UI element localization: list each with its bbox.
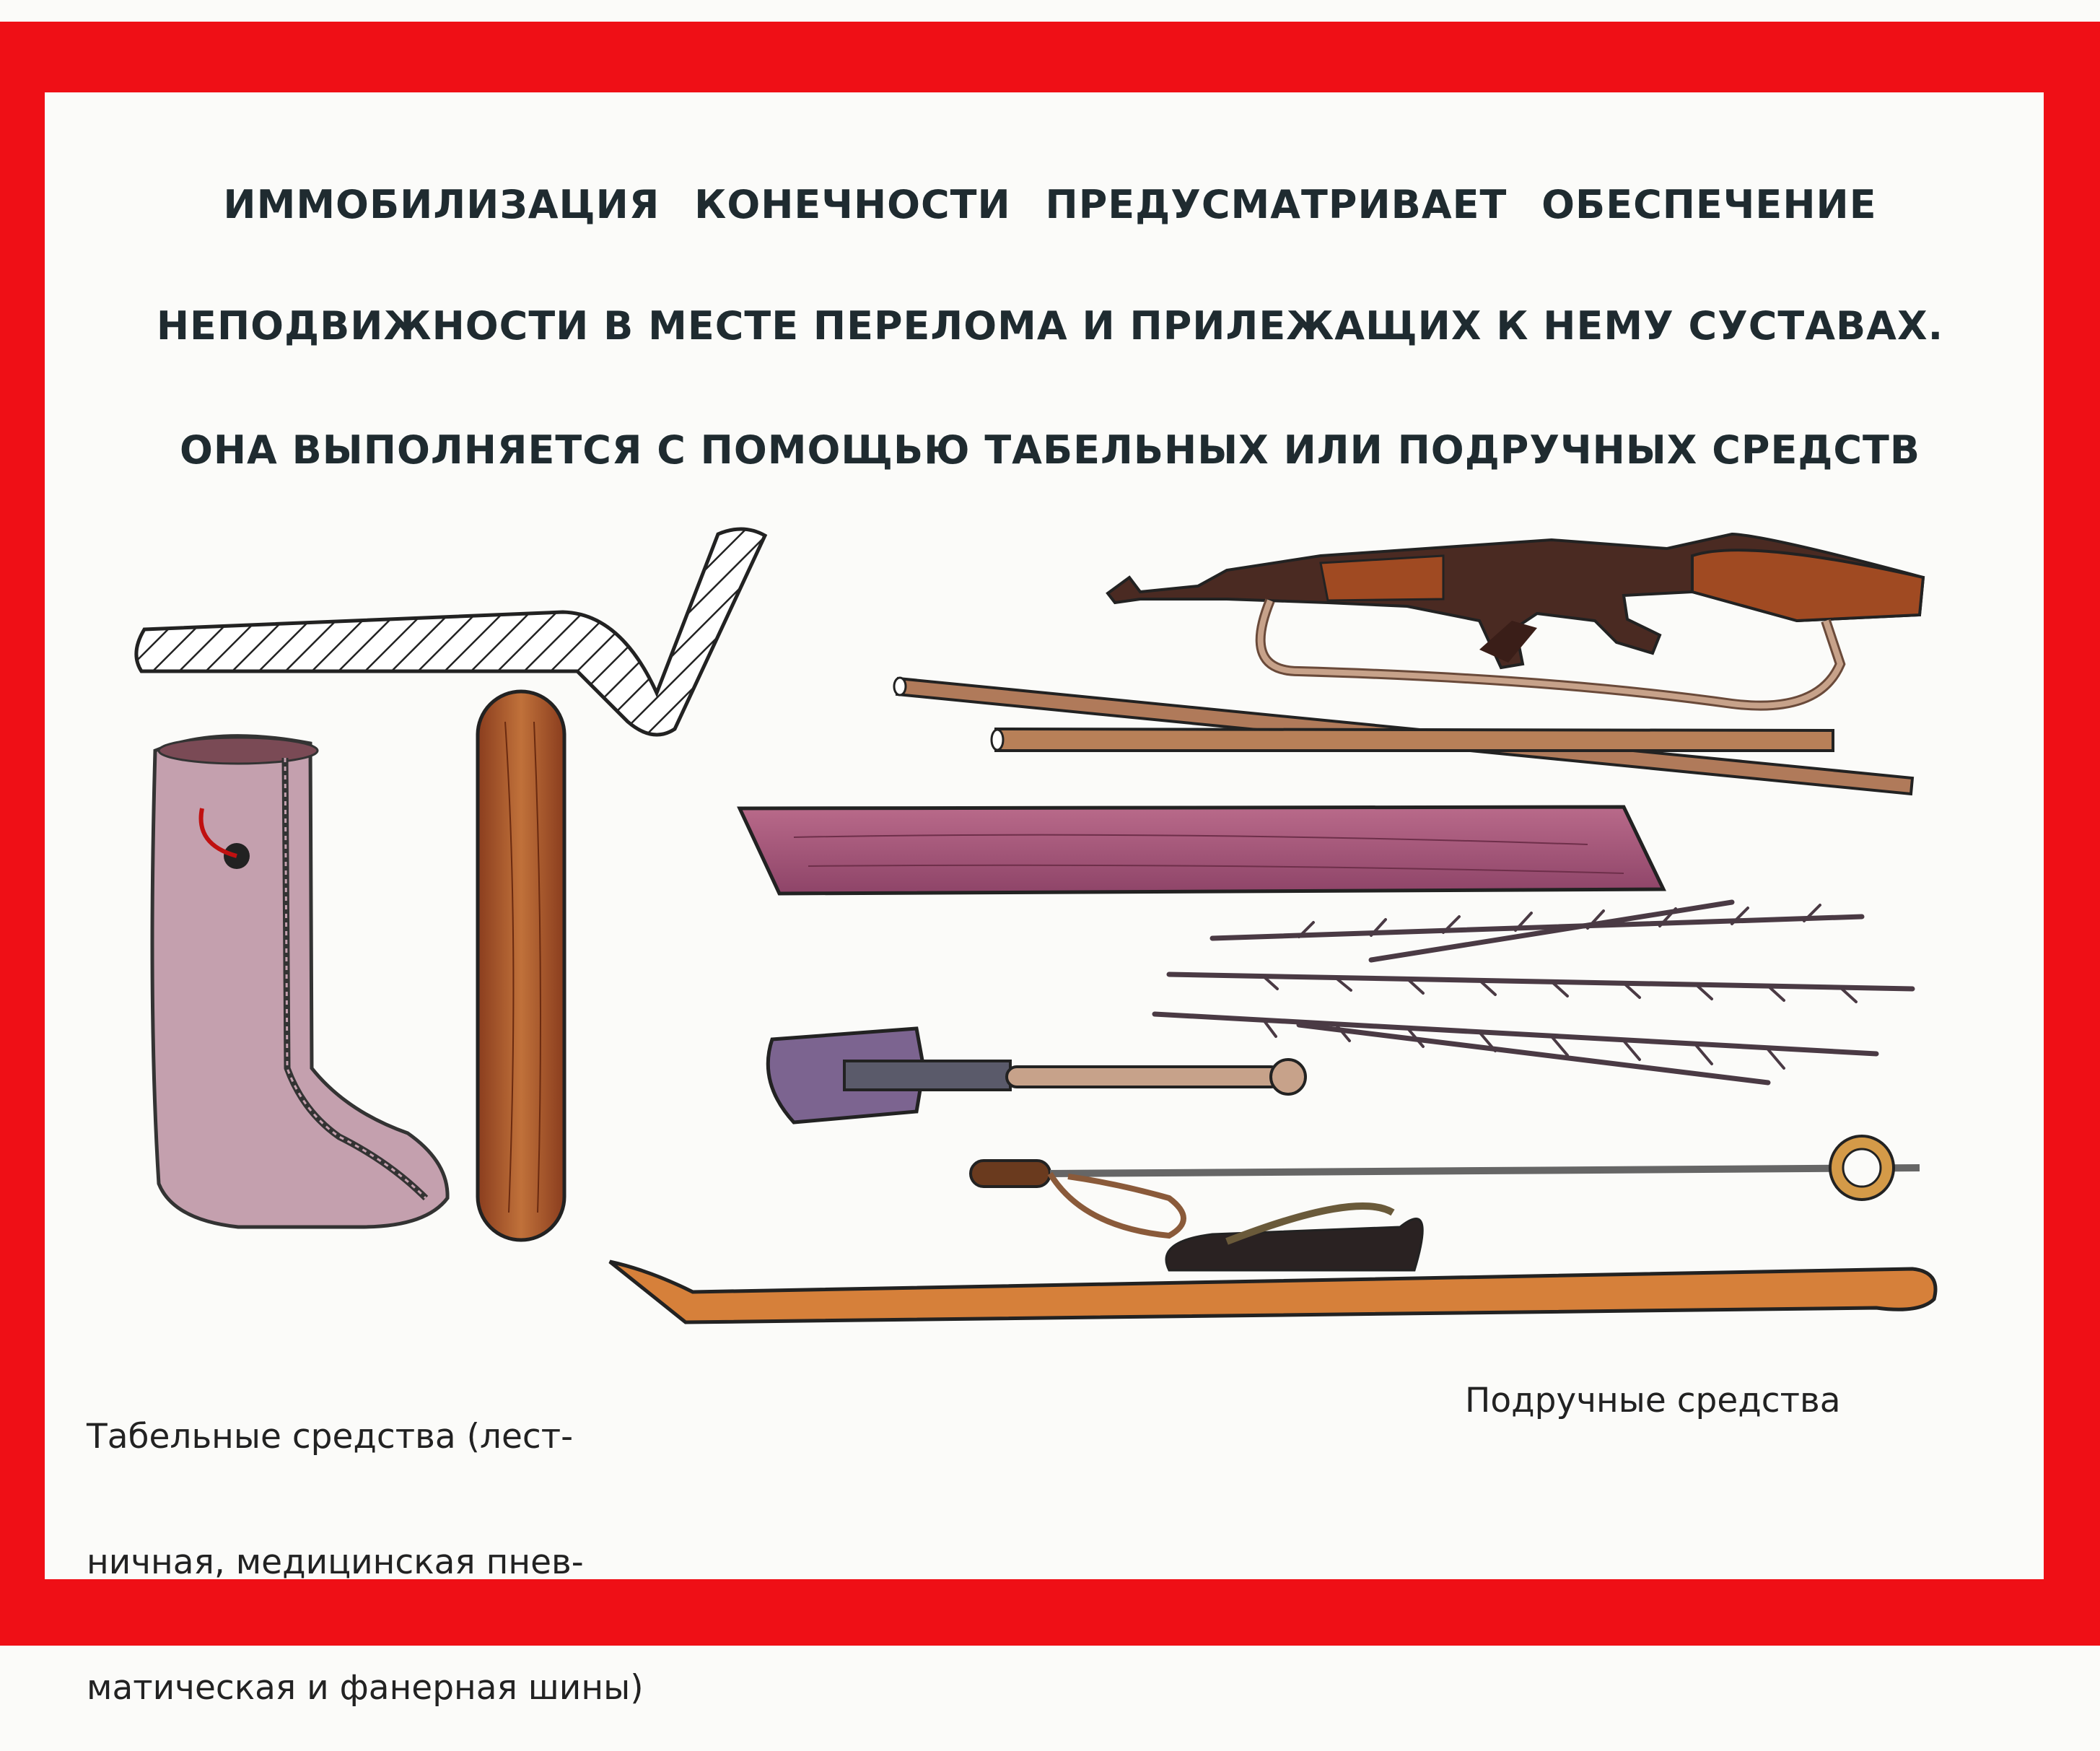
caption-left-line-1: Табельные средства (лест- (87, 1417, 574, 1457)
caption-left-line-2: ничная, медицинская пнев- (87, 1542, 584, 1582)
poles-icon (894, 678, 1912, 794)
plywood-splint-icon (136, 529, 765, 735)
heading-line-1: ИММОБИЛИЗАЦИЯ КОНЕЧНОСТИ ПРЕДУСМАТРИВАЕТ ОБЕСПЕЧЕНИЕ (223, 182, 1877, 227)
wooden-splint-icon (478, 691, 564, 1240)
caption-standard-means (87, 1332, 644, 1751)
board-icon (740, 807, 1663, 894)
ski-icon (610, 1206, 1935, 1322)
rifle-icon (1108, 534, 1923, 706)
pneumatic-splint-icon (152, 736, 447, 1227)
caption-left-line-3: матическая и фанерная шины) (87, 1668, 644, 1708)
shovel-icon (768, 1029, 1305, 1122)
caption-improvised-means: Подручные средства (1465, 1381, 1841, 1420)
heading-line-2: НЕПОДВИЖНОСТИ В МЕСТЕ ПЕРЕЛОМА И ПРИЛЕЖАЩИХ К НЕМУ СУСТАВАХ. (156, 303, 1944, 349)
heading-line-3: ОНА ВЫПОЛНЯЕТСЯ С ПОМОЩЬЮ ТАБЕЛЬНЫХ ИЛИ ПОДРУЧНЫХ СРЕДСТВ (179, 427, 1921, 473)
ski-pole-icon (971, 1136, 1920, 1236)
branches-icon (1155, 902, 1912, 1083)
